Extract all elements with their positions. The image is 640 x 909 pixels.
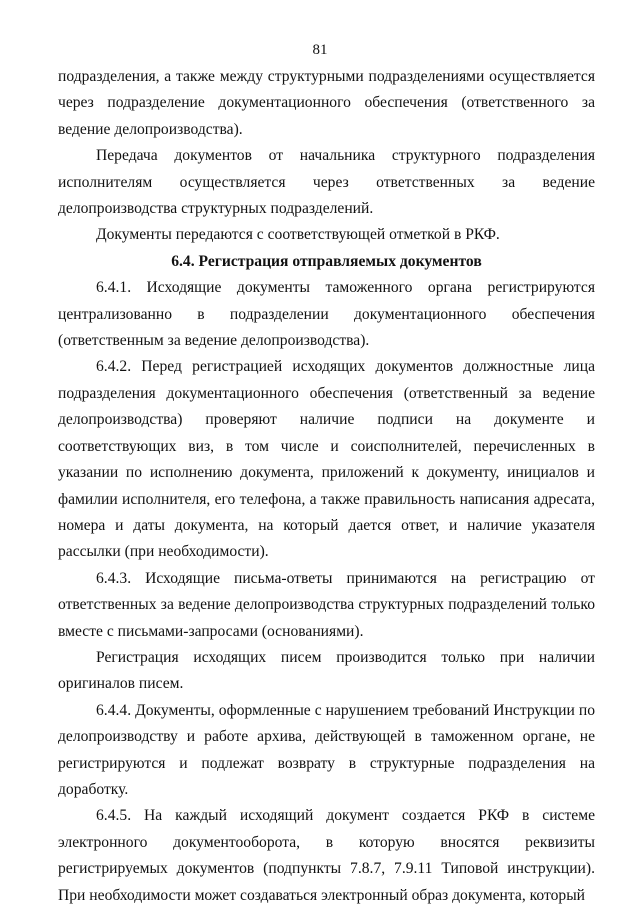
page-number: 81 xyxy=(312,42,328,58)
section-heading: 6.4. Регистрация отправляемых документов xyxy=(171,252,482,270)
paragraph-6-4-1: 6.4.1. Исходящие документы таможенного органа регистрируются централизованно в подразделении документационного обеспечения (ответственным за ведение делопроизводства). xyxy=(58,279,595,350)
document-body xyxy=(58,64,595,909)
paragraph-6-4-2: 6.4.2. Перед регистрацией исходящих документов должностные лица подразделения документационного обеспечения (ответственный за ведение делопроизводства) проверяют наличие подписи на документе и соответствующих виз, в том числе и соисполнителей, перечисленных в указании по исполнению документа, приложений к документу, инициалов и фамилии исполнителя, его телефона, а также правильность написания адресата, номера и даты документа, на который дается ответ, и наличие указателя рассылки (при необходимости). xyxy=(58,358,595,561)
paragraph-6-4-5: 6.4.5. На каждый исходящий документ создается РКФ в системе электронного документооборота, в которую вносятся реквизиты регистрируемых документов (подпункты 7.8.7, 7.9.11 Типовой инструкции). При необходимости может создаваться электронный образ документа, который xyxy=(58,807,595,904)
paragraph-originals: Регистрация исходящих писем производится только при наличии оригиналов писем. xyxy=(58,648,595,693)
paragraph-transfer-to-executors: Передача документов от начальника структурного подразделения исполнителям осуществляется через ответственных за ведение делопроизводства структурных подразделений. xyxy=(58,147,595,218)
paragraph-6-4-4: 6.4.4. Документы, оформленные с нарушением требований Инструкции по делопроизводству и работе архива, действующей в таможенном органе, не регистрируются и подлежат возврату в структурные подразделения на доработку. xyxy=(58,701,595,798)
paragraph-rkf-mark: Документы передаются с соответствующей отметкой в РКФ. xyxy=(96,226,500,244)
paragraph-6-4-3: 6.4.3. Исходящие письма-ответы принимаются на регистрацию от ответственных за ведение делопроизводства структурных подразделений только вместе с письмами-запросами (основаниями). xyxy=(58,569,595,640)
paragraph-continuation: подразделения, а также между структурными подразделениями осуществляется через подразделение документационного обеспечения (ответственного за ведение делопроизводства). xyxy=(58,68,595,138)
